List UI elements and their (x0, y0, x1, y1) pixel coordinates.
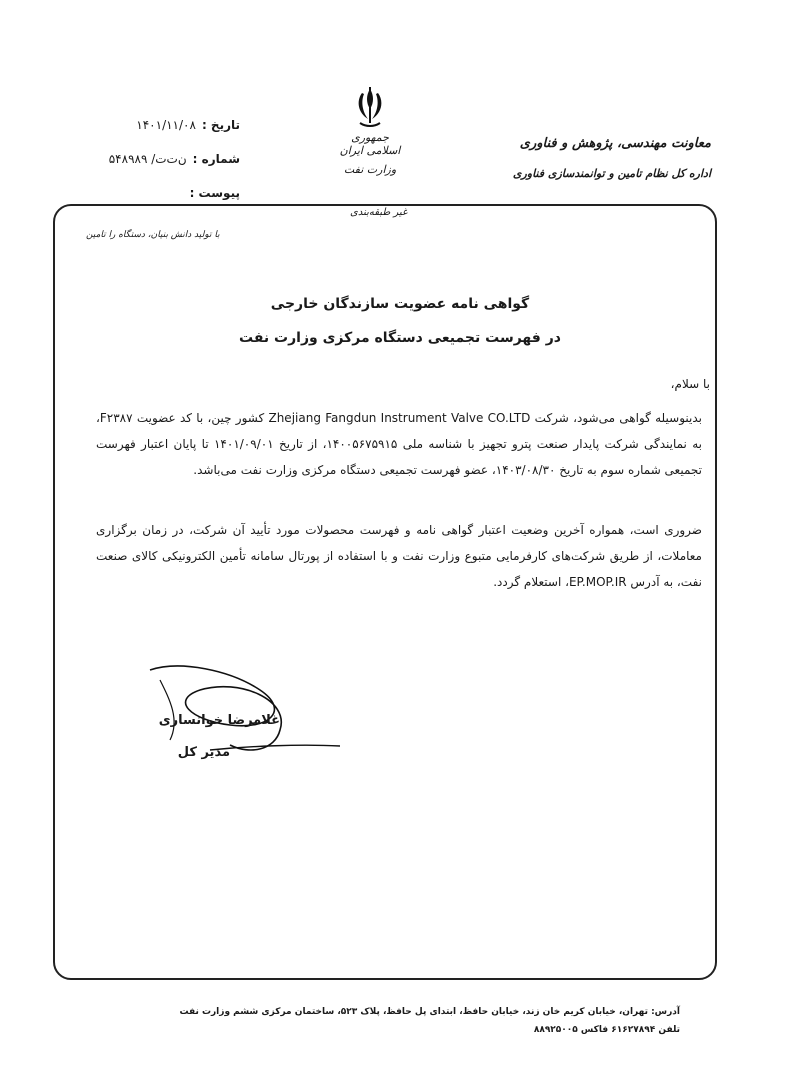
attachment-label: پیوست : (189, 186, 240, 200)
footer (150, 1003, 680, 1039)
emblem-icon (352, 85, 388, 129)
header-note: با تولید دانش بنیان، دستگاه را تامین (86, 230, 220, 240)
certificate-subtitle: در فهرست تجمیعی دستگاه مرکزی وزارت نفت (239, 330, 561, 346)
paragraph-1: بدینوسیله گواهی می‌شود، شرکت Zhejiang Fangdun Instrument Valve CO.LTD کشور چین، با کد عضویت F۲۳۸۷، به نمایندگی شرکت پایدار صنعت پترو تجهیز با شناسه ملی ۱۴۰۰۵۶۷۵۹۱۵، از تاریخ ۱۴۰۱/۰۹/۰۱ تا پایان اعتبار فهرست تجمیعی شماره سوم به تاریخ ۱۴۰۳/۰۸/۳۰، عضو فهرست تجمیعی دستگاه مرکزی وزارت نفت می‌باشد. (96, 411, 702, 477)
department-header (451, 136, 711, 180)
signer-name: غلامرضا خوانساری (158, 713, 280, 728)
date-value: ۱۴۰۱/۱۱/۰۸ (136, 118, 196, 132)
department-line-1: معاونت مهندسی، پژوهش و فناوری (519, 136, 711, 151)
date-row (100, 108, 240, 142)
paragraph-2: ضروری است، همواره آخرین وضعیت اعتبار گواهی نامه و فهرست محصولات مورد تأیید آن شرکت، در زمان برگزاری معاملات، از طریق شرکت‌های کارفرمایی متبوع وزارت نفت و با استفاده از پورتال سامانه تأمین الکترونیکی کالای صنعت نفت، به آدرس EP.MOP.IR، استعلام گردد. (96, 523, 702, 589)
classification: غیر طبقه‌بندی (350, 207, 408, 218)
signer-title: مدیر کل (177, 745, 230, 760)
number-row (100, 142, 240, 176)
certificate-title: گواهی نامه عضویت سازندگان خارجی (270, 296, 530, 312)
greeting: با سلام، (670, 377, 710, 391)
number-value: ن‌ت‌ت/ ۵۴۸۹۸۹ (108, 152, 187, 166)
letter-meta (100, 108, 240, 210)
footer-phone: تلفن ۶۱۶۲۷۸۹۴ فاکس ۸۸۹۲۵۰۰۵ (533, 1025, 680, 1035)
number-label: شماره : (192, 152, 240, 166)
date-label: تاریخ : (201, 118, 240, 132)
iran-emblem (335, 85, 405, 176)
emblem-country: جمهوری اسلامی ایران (339, 131, 401, 157)
footer-address: آدرس: تهران، خیابان کریم خان زند، خیابان حافظ، ابتدای پل حافظ، پلاک ۵۲۳، ساختمان مرکزی ششم وزارت نفت (179, 1007, 680, 1017)
emblem-ministry: وزارت نفت (343, 163, 397, 176)
department-line-2: اداره کل نظام تامین و توانمندسازی فناوری (512, 167, 711, 180)
